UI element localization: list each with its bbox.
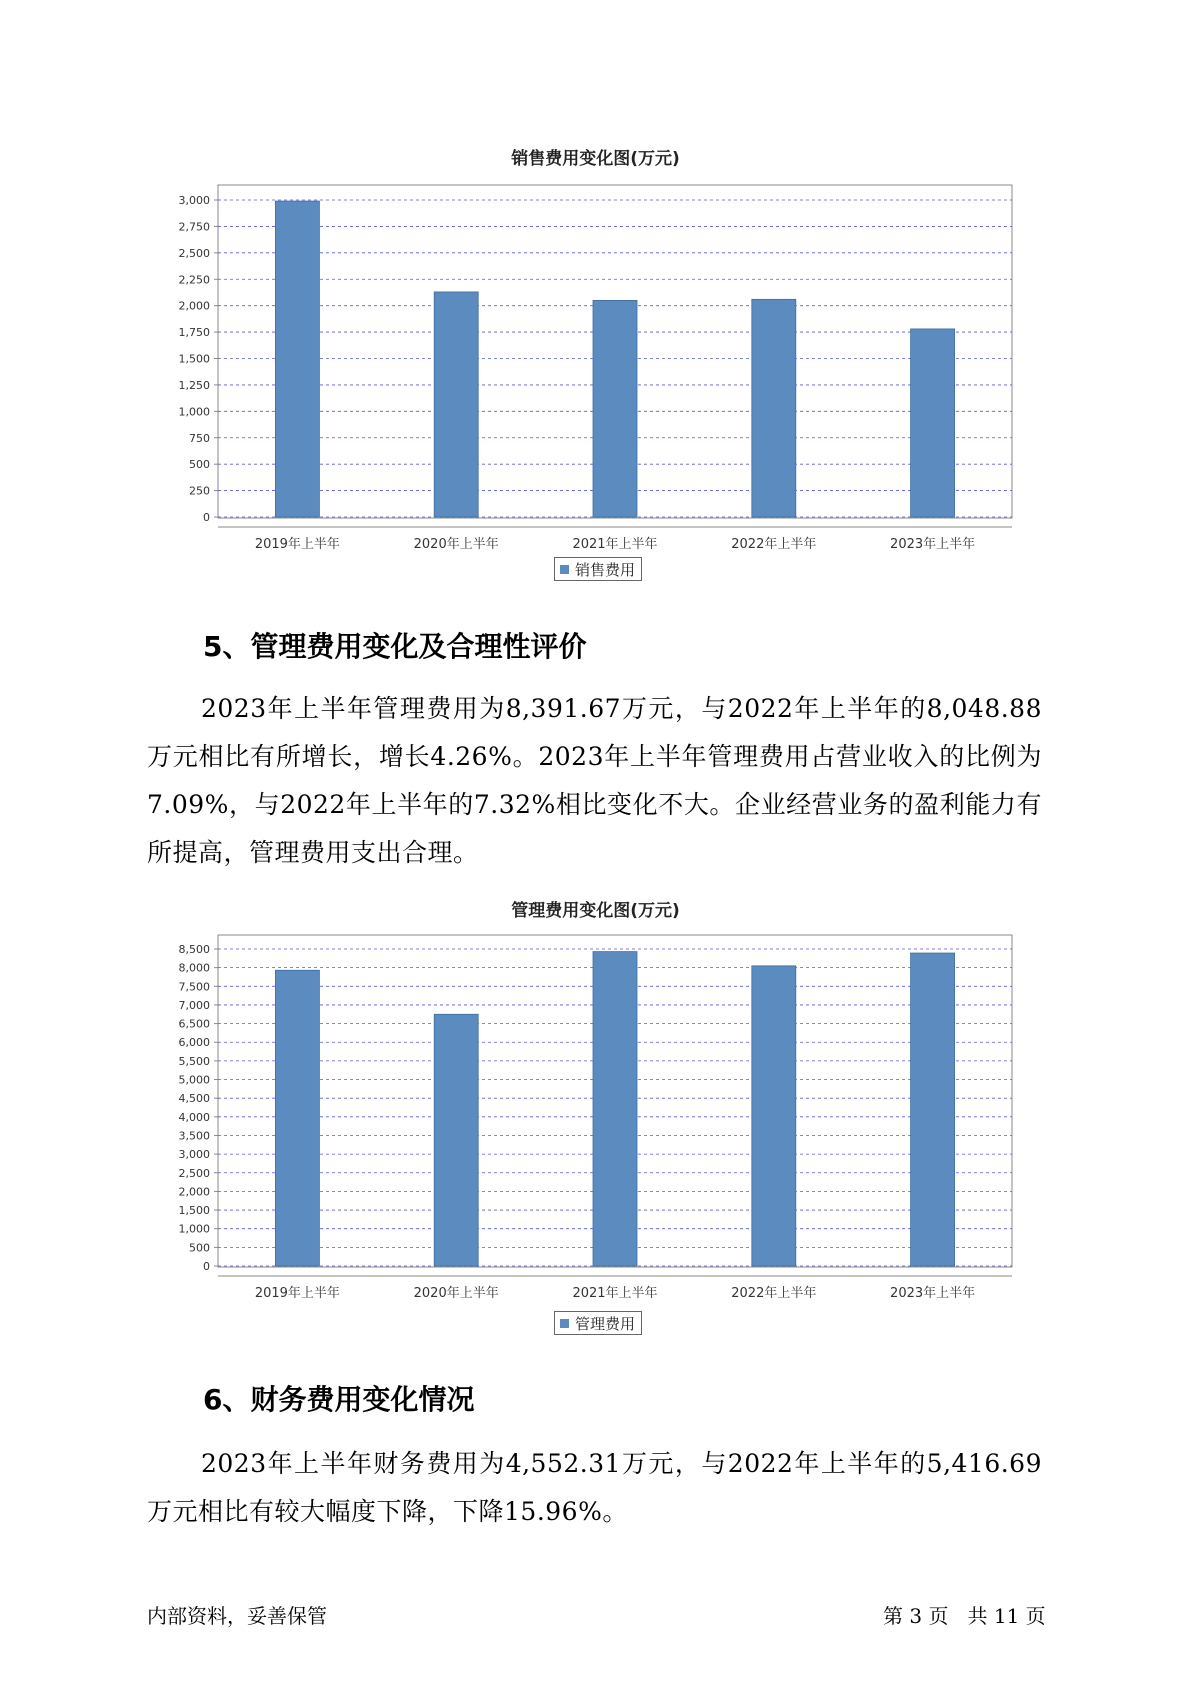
y-tick-label: 5,000 bbox=[178, 1073, 210, 1087]
y-tick-label: 250 bbox=[189, 484, 210, 498]
footer-confidential: 内部资料，妥善保管 bbox=[147, 1604, 327, 1628]
footer-page-number: 第 3 页 共 11 页 bbox=[883, 1604, 1046, 1628]
section-heading-5: 5、管理费用变化及合理性评价 bbox=[203, 630, 587, 663]
section-heading-6: 6、财务费用变化情况 bbox=[203, 1383, 475, 1416]
legend-label: 销售费用 bbox=[575, 560, 636, 579]
y-tick-label: 8,000 bbox=[178, 961, 210, 975]
bar bbox=[434, 292, 478, 517]
section-paragraph-5: 2023年上半年管理费用为8,391.67万元，与2022年上半年的8,048.88万元相比有所增长，增长4.26%。2023年上半年管理费用占营业收入的比例为7.09%，与2022年上半年的7.32%相比变化不大。企业经营业务的盈利能力有所提高，管理费用支出合理。 bbox=[147, 694, 1042, 867]
chart-legend-admin bbox=[554, 1311, 642, 1335]
x-tick-label: 2023年上半年 bbox=[890, 1286, 976, 1301]
x-tick-label: 2019年上半年 bbox=[254, 1286, 340, 1301]
y-tick-label: 3,500 bbox=[178, 1129, 210, 1143]
bar bbox=[911, 329, 955, 517]
y-tick-label: 750 bbox=[189, 431, 210, 445]
bar bbox=[275, 201, 319, 517]
y-tick-label: 2,000 bbox=[178, 1185, 210, 1199]
x-tick-label: 2021年上半年 bbox=[572, 1286, 658, 1301]
y-tick-label: 7,500 bbox=[178, 980, 210, 994]
y-tick-label: 2,500 bbox=[178, 246, 210, 260]
y-tick-label: 3,000 bbox=[178, 1148, 210, 1162]
x-tick-label: 2020年上半年 bbox=[413, 537, 499, 552]
y-tick-label: 500 bbox=[189, 1241, 210, 1255]
legend-swatch bbox=[560, 565, 569, 574]
y-tick-label: 0 bbox=[203, 511, 210, 524]
y-tick-label: 1,750 bbox=[178, 326, 210, 340]
y-tick-label: 7,000 bbox=[178, 998, 210, 1012]
y-tick-label: 2,750 bbox=[178, 220, 210, 234]
admin-expense-chart bbox=[0, 930, 1191, 1300]
y-tick-label: 1,500 bbox=[178, 352, 210, 366]
sales-expense-chart bbox=[0, 170, 1191, 550]
x-tick-label: 2021年上半年 bbox=[572, 537, 658, 552]
chart-title-admin: 管理费用变化图(万元) bbox=[511, 901, 680, 921]
y-tick-label: 5,500 bbox=[178, 1054, 210, 1068]
bar bbox=[752, 966, 796, 1266]
y-tick-label: 2,000 bbox=[178, 299, 210, 313]
bar bbox=[275, 970, 319, 1266]
x-tick-label: 2022年上半年 bbox=[731, 1286, 817, 1301]
x-tick-label: 2022年上半年 bbox=[731, 537, 817, 552]
y-tick-label: 1,000 bbox=[178, 405, 210, 419]
y-tick-label: 500 bbox=[189, 458, 210, 472]
y-tick-label: 1,250 bbox=[178, 378, 210, 392]
legend-label: 管理费用 bbox=[575, 1314, 636, 1333]
y-tick-label: 4,500 bbox=[178, 1092, 210, 1106]
bar bbox=[911, 953, 955, 1266]
y-tick-label: 2,500 bbox=[178, 1166, 210, 1180]
section-paragraph-6: 2023年上半年财务费用为4,552.31万元，与2022年上半年的5,416.69万元相比有较大幅度下降，下降15.96%。 bbox=[147, 1449, 1042, 1526]
x-tick-label: 2020年上半年 bbox=[413, 1286, 499, 1301]
chart-legend-sales bbox=[554, 557, 642, 581]
bar bbox=[434, 1014, 478, 1266]
y-tick-label: 4,000 bbox=[178, 1110, 210, 1124]
bar bbox=[593, 300, 637, 517]
bar bbox=[752, 299, 796, 517]
y-tick-label: 6,000 bbox=[178, 1036, 210, 1050]
y-tick-label: 8,500 bbox=[178, 943, 210, 956]
bar bbox=[593, 952, 637, 1266]
y-tick-label: 1,500 bbox=[178, 1204, 210, 1218]
y-tick-label: 3,000 bbox=[178, 194, 210, 207]
y-tick-label: 6,500 bbox=[178, 1017, 210, 1031]
chart-title-sales: 销售费用变化图(万元) bbox=[511, 149, 680, 169]
y-tick-label: 2,250 bbox=[178, 273, 210, 287]
legend-swatch bbox=[560, 1319, 569, 1328]
y-tick-label: 0 bbox=[203, 1260, 210, 1273]
x-tick-label: 2019年上半年 bbox=[254, 537, 340, 552]
x-tick-label: 2023年上半年 bbox=[890, 537, 976, 552]
y-tick-label: 1,000 bbox=[178, 1222, 210, 1236]
